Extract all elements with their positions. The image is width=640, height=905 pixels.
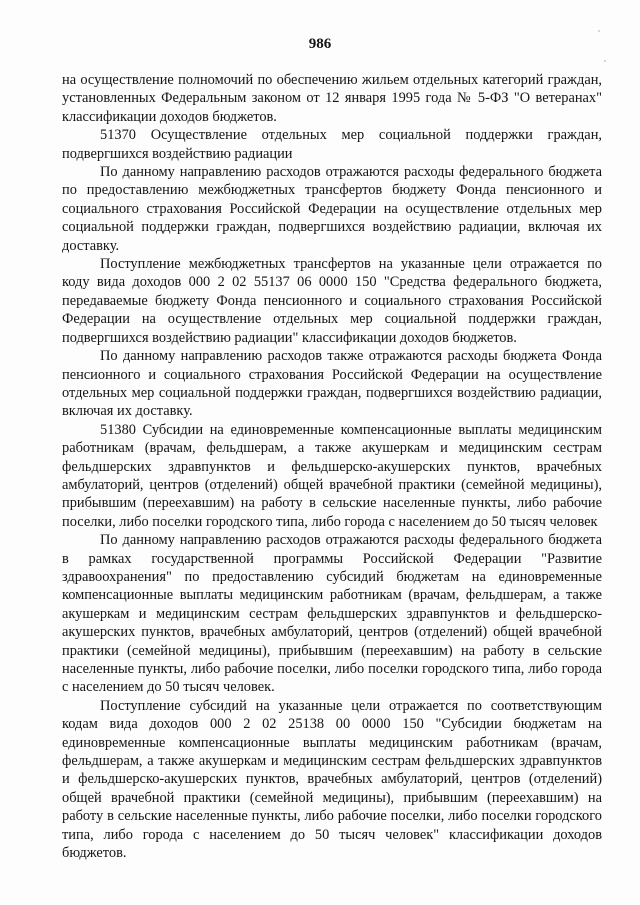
scan-speck	[604, 60, 606, 62]
paragraph-continuation: на осуществление полномочий по обеспечению жильем отдельных категорий граждан, установленных Федеральным законом от 12 января 1995 года № 5-ФЗ "О ветеранах" классификации доходов бюджетов.	[62, 72, 602, 125]
paragraph: Поступление субсидий на указанные цели отражается по соответствующим кодам вида доходов 000 2 02 25138 00 0000 150 "Субсидии бюджетам на единовременные компенсационные выплаты медицинским работникам (врачам, фельдшерам, а также акушеркам и медицинским сестрам фельдшерских здравпунктов и фельдшерско-акушерских пунктов, врачебных амбулаторий, центров (отделений) общей врачебной практики (семейной медицины), прибывшим (переехавшим) на работу в сельские населенные пункты, либо рабочие поселки, либо поселки городского типа, либо города с населением до 50 тысяч человек" классификации доходов бюджетов.	[62, 697, 602, 862]
section-heading-51380: 51380 Субсидии на единовременные компенсационные выплаты медицинским работникам (врачам, фельдшерам, а также акушеркам и медицинским сестрам фельдшерских здравпунктов и фельдшерско-акушерских пунктов, врачебных амбулаторий, центров (отделений) общей врачебной практики (семейной медицины), прибывшим (переехавшим) на работу в сельские населенные пункты, либо рабочие поселки, либо поселки городского типа, либо города с населением до 50 тысяч человек	[62, 421, 602, 530]
paragraph: Поступление межбюджетных трансфертов на указанные цели отражается по коду вида доходов 000 2 02 55137 06 0000 150 "Средства федерального бюджета, передаваемые бюджету Фонда пенсионного и социального страхования Российской Федерации на осуществление отдельных мер социальной поддержки граждан, подвергшихся воздействию радиации" классификации доходов бюджетов.	[62, 256, 602, 346]
paragraph: По данному направлению расходов отражаются расходы федерального бюджета по предоставлению межбюджетных трансфертов бюджету Фонда пенсионного и социального страхования Российской Федерации на осуществление отдельных мер социальной поддержки граждан, подвергшихся воздействию радиации, включая их доставку.	[62, 164, 602, 254]
document-body	[62, 71, 602, 862]
section-heading-51370: 51370 Осуществление отдельных мер социальной поддержки граждан, подвергшихся воздействию радиации	[62, 127, 602, 162]
paragraph: По данному направлению расходов отражаются расходы федерального бюджета в рамках государственной программы Российской Федерации "Развитие здравоохранения" по предоставлению субсидий бюджетам на единовременные компенсационные выплаты медицинским работникам (врачам, фельдшерам, а также акушеркам и медицинским сестрам фельдшерских здравпунктов и фельдшерско-акушерских пунктов, врачебных амбулаторий, центров (отделений) общей врачебной практики (семейной медицины), прибывшим (переехавшим) на работу в сельские населенные пункты, либо рабочие поселки, либо поселки городского типа, либо города с населением до 50 тысяч человек.	[62, 532, 602, 696]
page-number: 986	[308, 36, 332, 52]
paragraph: По данному направлению расходов также отражаются расходы бюджета Фонда пенсионного и социального страхования Российской Федерации на осуществление отдельных мер социальной поддержки граждан, подвергшихся воздействию радиации, включая их доставку.	[62, 348, 602, 420]
scan-speck	[598, 30, 600, 32]
